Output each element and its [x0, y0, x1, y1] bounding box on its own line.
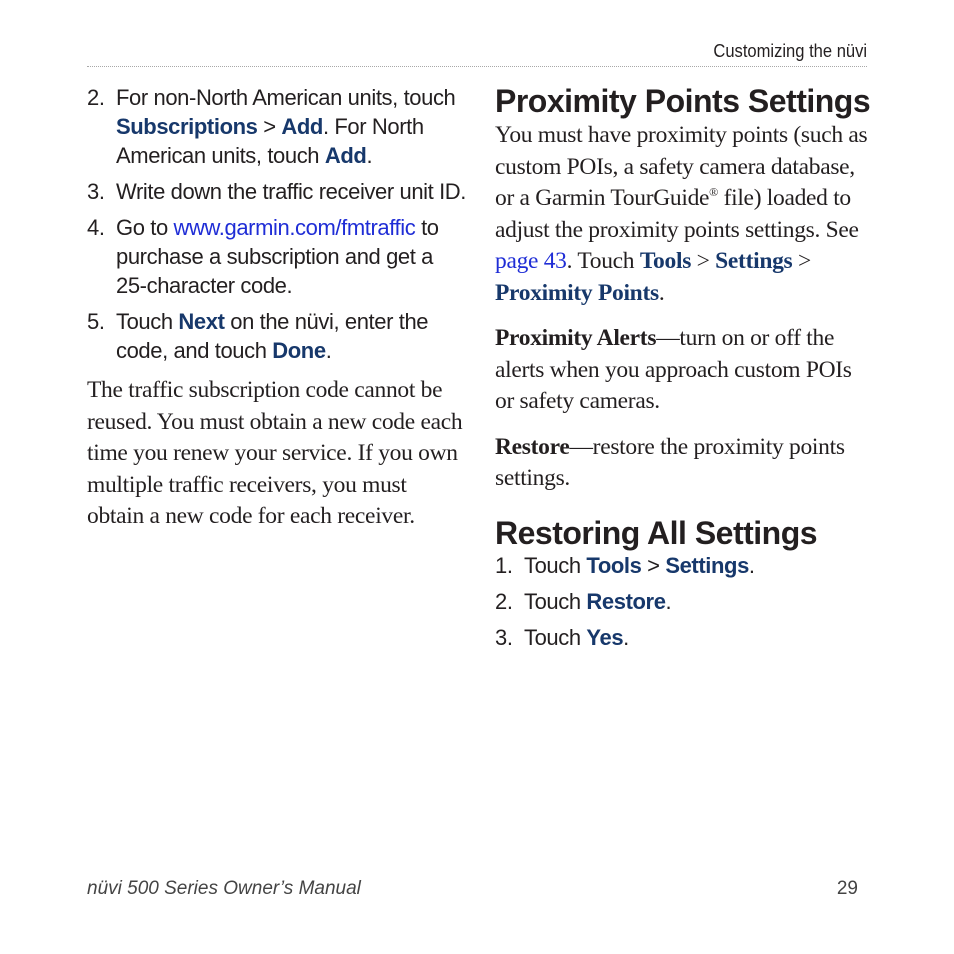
done-label: Done [272, 338, 326, 363]
step-text: Touch [524, 552, 587, 578]
step-text: to purchase a subscription and get a 25-character code. [116, 215, 439, 298]
step-text: > [641, 552, 666, 578]
left-column [87, 83, 467, 547]
add-label: Add [281, 114, 323, 139]
next-label: Next [178, 309, 225, 334]
step-text: Touch [524, 588, 587, 614]
add-label: Add [324, 143, 367, 168]
header-rule [87, 66, 867, 67]
step-text: Touch [116, 309, 179, 334]
step-text: Go to [116, 215, 174, 240]
restore-term: Restore [495, 433, 570, 460]
settings-label: Settings [665, 552, 749, 578]
step-text: . [366, 143, 373, 168]
step-number: 3. [87, 179, 105, 204]
restore-desc [495, 432, 875, 495]
settings-label: Settings [715, 248, 793, 274]
restoring-heading: Restoring All Settings [495, 514, 818, 551]
restore-label: Restore [586, 588, 666, 614]
subscription-note: The traffic subscription code cannot be reused. You must obtain a new code each time you renew your service. If you own multiple traffic receivers, you must obtain a new code for each receiver. [87, 377, 463, 529]
proximity-alerts-term: Proximity Alerts [495, 325, 657, 351]
registered-mark: ® [709, 185, 718, 200]
step-text: . [748, 552, 755, 578]
page-number: 29 [836, 878, 858, 899]
step-text: . [665, 588, 672, 614]
subscriptions-label: Subscriptions [116, 114, 258, 139]
step-text: . [325, 338, 332, 363]
step-text: on the nüvi, enter the code, and touch [116, 309, 429, 363]
step-number: 1. [495, 552, 513, 578]
tools-label: Tools [586, 552, 642, 578]
running-header: Customizing the nüvi [713, 41, 867, 61]
step-text: . For North American units, touch [116, 114, 424, 168]
list-item [87, 307, 467, 365]
yes-label: Yes [586, 624, 624, 650]
intro-text: . [658, 279, 665, 306]
step-text: For non-North American units, touch [116, 85, 456, 110]
separator: > [691, 248, 716, 274]
intro-text: file) loaded to adjust the proximity points settings. See [495, 185, 859, 243]
step-number: 3. [495, 624, 513, 650]
list-item [495, 623, 875, 652]
footer-manual-title: nüvi 500 Series Owner’s Manual [87, 878, 361, 899]
step-number: 2. [495, 588, 513, 614]
list-item [87, 83, 467, 170]
step-number: 4. [87, 215, 105, 240]
step-text: Touch [524, 624, 587, 650]
list-item [87, 177, 467, 206]
step-text: . [623, 624, 629, 650]
separator: > [792, 248, 811, 274]
step-number: 2. [87, 85, 105, 110]
fmtraffic-link[interactable]: www.garmin.com/fmtraffic [173, 215, 416, 240]
subscription-steps [87, 83, 467, 365]
step-text: Write down the traffic receiver unit ID. [116, 179, 466, 204]
proximity-points-label: Proximity Points [495, 279, 659, 306]
restoring-steps [495, 551, 875, 652]
step-number: 5. [87, 309, 105, 334]
proximity-intro [495, 120, 875, 309]
list-item [87, 213, 467, 300]
proximity-alerts-desc [495, 323, 875, 418]
alerts-text: —turn on or off the alerts when you approach custom POIs or safety cameras. [495, 325, 852, 414]
page-43-link[interactable]: page 43 [495, 248, 567, 274]
list-item [495, 551, 875, 580]
list-item [495, 587, 875, 616]
step-text: > [257, 114, 282, 139]
proximity-heading: Proximity Points Settings [495, 83, 871, 119]
intro-text: . Touch [566, 248, 640, 274]
intro-text: You must have proximity points (such as custom POIs, a safety camera database, or a Garmin TourGuide [495, 122, 868, 211]
tools-label: Tools [639, 248, 692, 274]
restore-text: —restore the proximity points settings. [495, 433, 845, 491]
right-column [495, 83, 875, 659]
